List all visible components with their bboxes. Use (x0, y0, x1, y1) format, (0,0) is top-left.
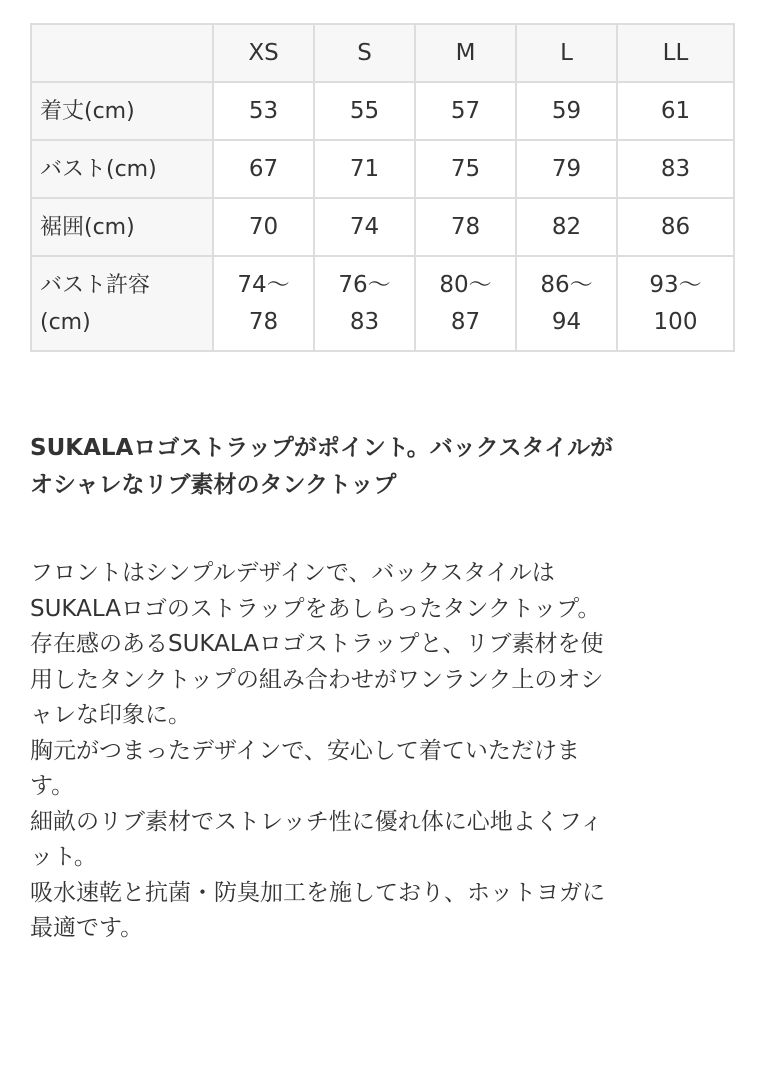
row-label: 裾囲(cm) (31, 198, 213, 256)
table-corner-cell (31, 24, 213, 82)
size-header-s: S (314, 24, 415, 82)
row-label: バスト(cm) (31, 140, 213, 198)
size-header-row (31, 24, 734, 82)
row-label: 着丈(cm) (31, 82, 213, 140)
size-header-l: L (516, 24, 617, 82)
table-cell: 75 (415, 140, 516, 198)
table-row (31, 140, 734, 198)
table-cell: 86～ 94 (516, 256, 617, 351)
table-cell: 61 (617, 82, 734, 140)
row-label: バスト許容 (cm) (31, 256, 213, 351)
table-cell: 79 (516, 140, 617, 198)
table-row (31, 82, 734, 140)
table-cell: 53 (213, 82, 314, 140)
size-header-ll: LL (617, 24, 734, 82)
table-cell: 57 (415, 82, 516, 140)
table-cell: 83 (617, 140, 734, 198)
table-cell: 78 (415, 198, 516, 256)
table-cell: 70 (213, 198, 314, 256)
size-chart-table (30, 23, 735, 352)
table-cell: 74 (314, 198, 415, 256)
table-cell: 76～ 83 (314, 256, 415, 351)
table-cell: 71 (314, 140, 415, 198)
table-cell: 59 (516, 82, 617, 140)
table-cell: 82 (516, 198, 617, 256)
table-row (31, 256, 734, 351)
product-title: SUKALAロゴストラップがポイント。バックスタイルが オシャレなリブ素材のタンクトップ (30, 435, 614, 498)
product-description: フロントはシンプルデザインで、バックスタイルは SUKALAロゴのストラップをあしらったタンクトップ。 存在感のあるSUKALAロゴストラップと、リブ素材を使 用したタンクトップの組み合わせがワンランク上のオシ ャレな印象に。 胸元がつまったデザインで、安心して着ていただけま す。 細畝のリブ素材でストレッチ性に優れ体に心地よくフィ ット。 吸水速乾と抗菌・防臭加工を施しており、ホットヨガに 最適です。 (30, 560, 605, 941)
table-cell: 55 (314, 82, 415, 140)
table-cell: 80～ 87 (415, 256, 516, 351)
table-cell: 67 (213, 140, 314, 198)
table-cell: 74～ 78 (213, 256, 314, 351)
table-cell: 86 (617, 198, 734, 256)
table-row (31, 198, 734, 256)
size-header-xs: XS (213, 24, 314, 82)
size-header-m: M (415, 24, 516, 82)
table-cell: 93～ 100 (617, 256, 734, 351)
